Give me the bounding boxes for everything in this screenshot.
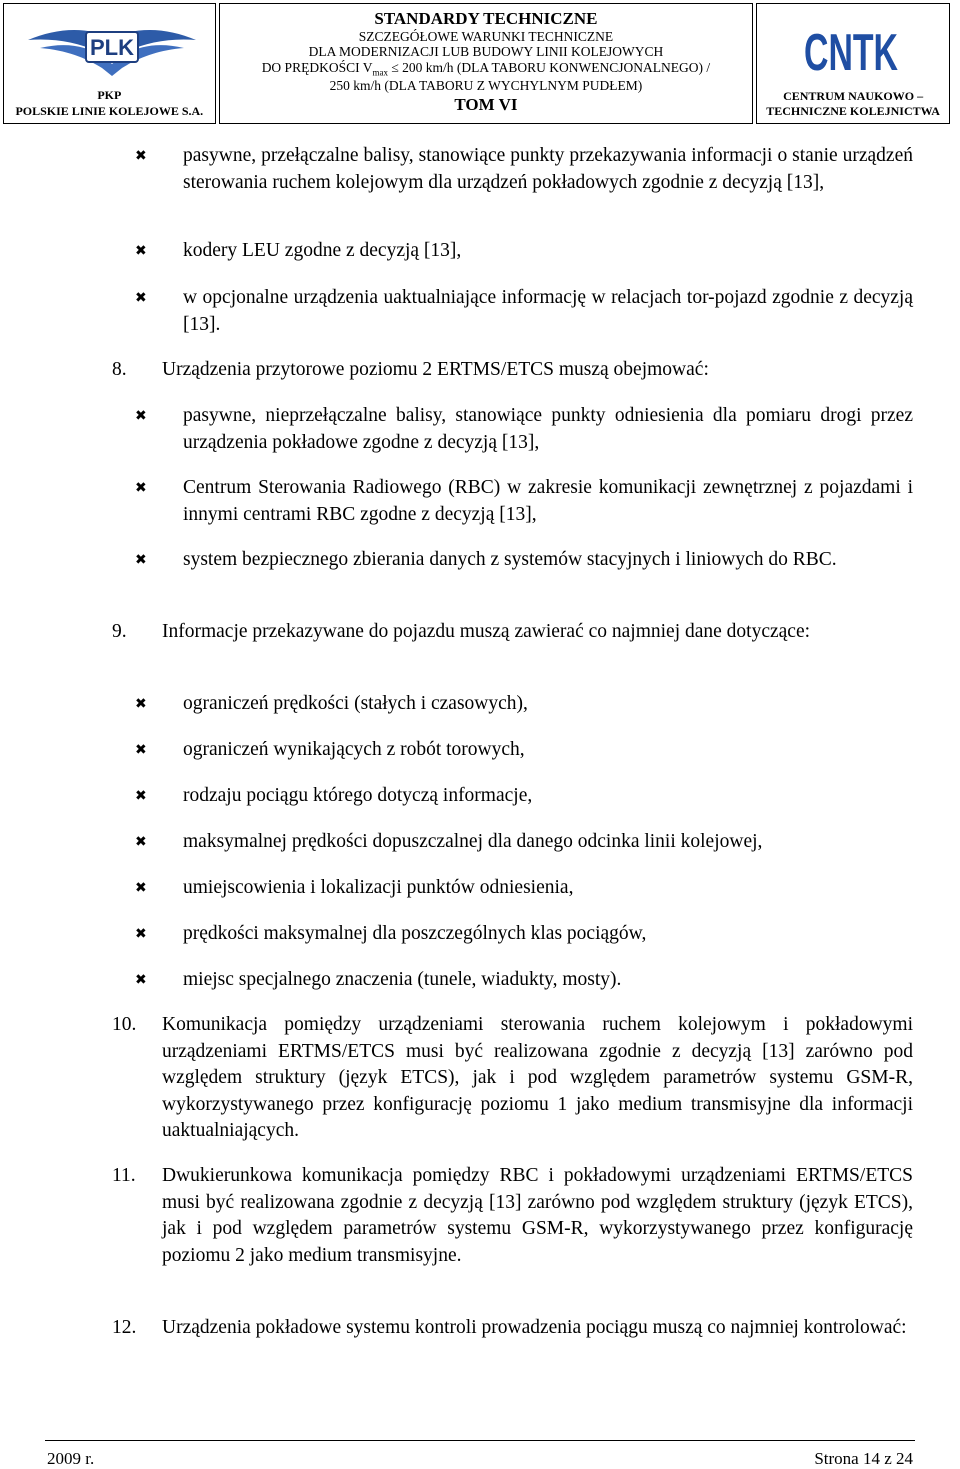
bullet-x-icon: ✖ — [135, 552, 147, 568]
bullet-x-icon: ✖ — [135, 834, 147, 850]
list-item: ✖ w opcjonalne urządzenia uaktualniające informację w relacjach tor-pojazd zgodnie z decyzją [13]. — [135, 287, 913, 335]
header-right-cell — [756, 3, 950, 124]
header-line-3: DO PRĘDKOŚCI $V_{max} \le 200$ km/h (DLA TABORU KONWENCJONALNEGO) / — [261, 59, 711, 78]
header-line-1: SZCZEGÓŁOWE WARUNKI TECHNICZNE — [358, 28, 614, 44]
list-item: ✖ prędkości maksymalnej dla poszczególnych klas pociągów, — [183, 921, 913, 948]
list-item: ✖ ograniczeń wynikających z robót torowych, — [183, 737, 913, 764]
item-number: 8. — [112, 359, 127, 380]
bullet-x-icon: ✖ — [135, 972, 147, 988]
header-line-2: DLA MODERNIZACJI LUB BUDOWY LINII KOLEJOWYCH — [308, 44, 664, 60]
header-company-abbr: PKP — [97, 88, 122, 102]
cntk-logo — [802, 14, 900, 82]
svg-text:PLK: PLK — [90, 35, 134, 60]
list-item: ✖ umiejscowienia i lokalizacji punktów odniesienia, — [183, 875, 913, 902]
bullet-x-icon: ✖ — [135, 408, 147, 424]
list-item: ✖ miejsc specjalnego znaczenia (tunele, wiadukty, mosty). — [183, 967, 913, 994]
header-left-cell — [3, 3, 216, 124]
numbered-item: 9. Informacje przekazywane do pojazdu muszą zawierać co najmniej dane dotyczące: — [162, 619, 913, 646]
list-item: ✖ pasywne, nieprzełączalne balisy, stanowiące punkty odniesienia dla pomiaru drogi przez urządzenia pokładowe zgodne z decyzją [13], — [135, 405, 913, 453]
header-cntk-line-2: TECHNICZNE KOLEJNICTWA — [766, 104, 940, 118]
bullet-x-icon: ✖ — [135, 742, 147, 758]
numbered-item: 11. Dwukierunkowa komunikacja pomiędzy RBC i pokładowymi urządzeniami ERTMS/ETCS musi być realizowana zgodnie z decyzją [13] zarówno pod względem struktury (język ETCS), jak i pod względem parametrów systemu GSM-R, wykorzystywanego przez konfigurację poziomu 2 jako medium transmisyjne. — [112, 1165, 913, 1266]
footer-page-number: Strona 14 z 24 — [814, 1449, 913, 1468]
bullet-x-icon: ✖ — [135, 880, 147, 896]
header-line-4: 250 km/h (DLA TABORU Z WYCHYLNYM PUDŁEM) — [329, 77, 643, 93]
numbered-item: 12. Urządzenia pokładowe systemu kontroli prowadzenia pociągu muszą co najmniej kontrolować: — [162, 1315, 913, 1342]
header-cntk-line-1: CENTRUM NAUKOWO – — [783, 89, 924, 103]
list-item: ✖ system bezpiecznego zbierania danych z systemów stacyjnych i liniowych do RBC. — [183, 547, 913, 574]
plk-logo — [26, 18, 198, 80]
list-item: ✖ kodery LEU zgodne z decyzją [13], — [183, 238, 913, 265]
list-item: ✖ rodzaju pociągu którego dotyczą informacje, — [183, 783, 913, 810]
numbered-item: 8. Urządzenia przytorowe poziomu 2 ERTMS/ETCS muszą obejmować: — [162, 357, 913, 384]
list-item: ✖ Centrum Sterowania Radiowego (RBC) w zakresie komunikacji zewnętrznej z pojazdami i innymi centrami RBC zgodne z decyzją [13], — [135, 477, 913, 525]
item-number: 10. — [112, 1014, 137, 1035]
bullet-x-icon: ✖ — [135, 480, 147, 496]
header-company-name: POLSKIE LINIE KOLEJOWE S.A. — [15, 104, 204, 118]
list-item: ✖ pasywne, przełączalne balisy, stanowiące punkty przekazywania informacji o stanie urządzeń sterowania ruchem kolejowym dla urządzeń pokładowych zgodnie z decyzją [13], — [135, 145, 913, 193]
item-number: 9. — [112, 621, 127, 642]
document-header — [3, 3, 950, 124]
bullet-x-icon: ✖ — [135, 926, 147, 942]
header-title-cell — [219, 3, 754, 124]
header-title: STANDARDY TECHNICZNE — [374, 9, 598, 28]
header-volume: TOM VI — [454, 95, 518, 115]
svg-text:CNTK: CNTK — [804, 24, 899, 82]
bullet-x-icon: ✖ — [135, 243, 147, 259]
bullet-x-icon: ✖ — [135, 788, 147, 804]
numbered-item: 10. Komunikacja pomiędzy urządzeniami sterowania ruchem kolejowym i pokładowymi urządzeniami ERTMS/ETCS musi być realizowana zgodnie z decyzją [13] zarówno pod względem struktury (język ETCS), jak i pod względem parametrów systemu GSM-R, wykorzystywanego przez konfigurację poziomu 1 jako medium transmisyjne dla informacji uaktualniających. — [112, 1014, 913, 1141]
footer-year: 2009 r. — [47, 1449, 95, 1468]
footer-divider — [45, 1440, 915, 1441]
item-number: 12. — [112, 1317, 137, 1338]
bullet-x-icon: ✖ — [135, 696, 147, 712]
item-number: 11. — [112, 1165, 136, 1186]
bullet-x-icon: ✖ — [135, 290, 147, 306]
list-item: ✖ maksymalnej prędkości dopuszczalnej dla danego odcinka linii kolejowej, — [183, 829, 913, 856]
list-item: ✖ ograniczeń prędkości (stałych i czasowych), — [183, 691, 913, 718]
bullet-x-icon: ✖ — [135, 148, 147, 164]
